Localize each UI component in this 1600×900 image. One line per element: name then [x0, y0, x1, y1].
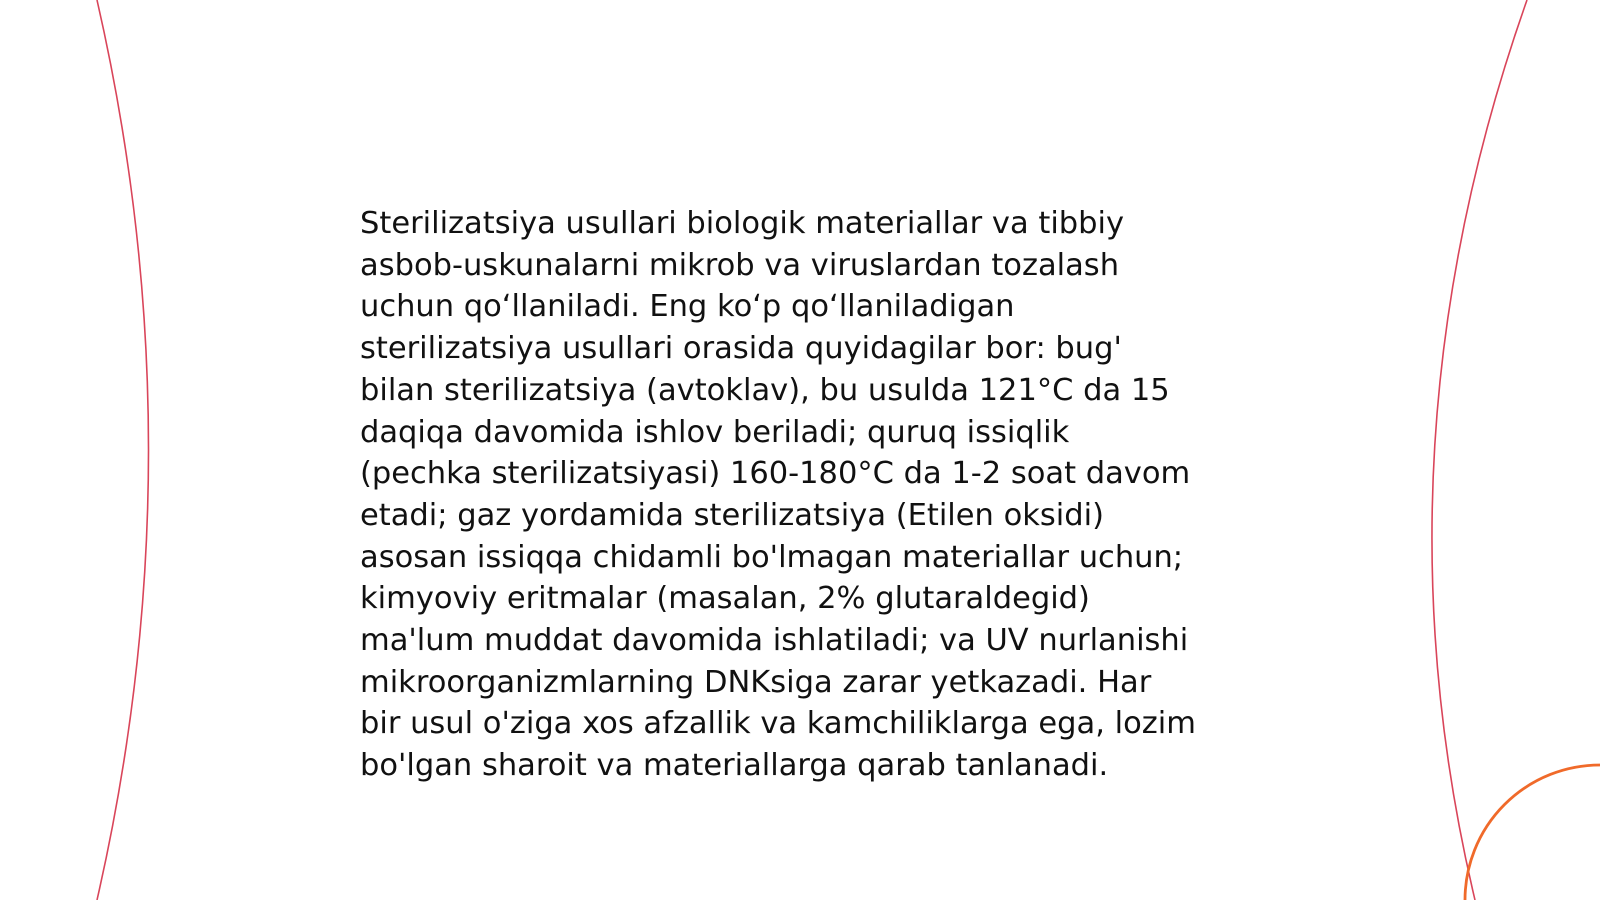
body-text: Sterilizatsiya usullari biologik materiallar va tibbiy asbob-uskunalarni mikrob va viruslardan tozalash uchun qo‘llaniladi. Eng ko‘p qo‘llaniladigan sterilizatsiya usullari orasida quyidagilar bor: bug' bilan sterilizatsiya (avtoklav), bu usulda 121°C da 15 daqiqa davomida ishlov beriladi; quruq issiqlik (pechka sterilizatsiyasi) 160-180°C da 1-2 soat davom etadi; gaz yordamida sterilizatsiya (Etilen oksidi) asosan issiqqa chidamli bo'lmagan materiallar uchun; kimyoviy eritmalar (masalan, 2% glutaraldegid) ma'lum muddat davomida ishlatiladi; va UV nurlanishi mikroorganizmlarning DNKsiga zarar yetkazadi. Har bir usul o'ziga xos afzallik va kamchiliklarga ega, lozim bo'lgan sharoit va materiallarga qarab tanlanadi.	[360, 206, 1196, 784]
left-curve-line	[97, 0, 149, 900]
right-curve-line	[1432, 0, 1527, 900]
orange-circle-outline	[1465, 765, 1600, 900]
